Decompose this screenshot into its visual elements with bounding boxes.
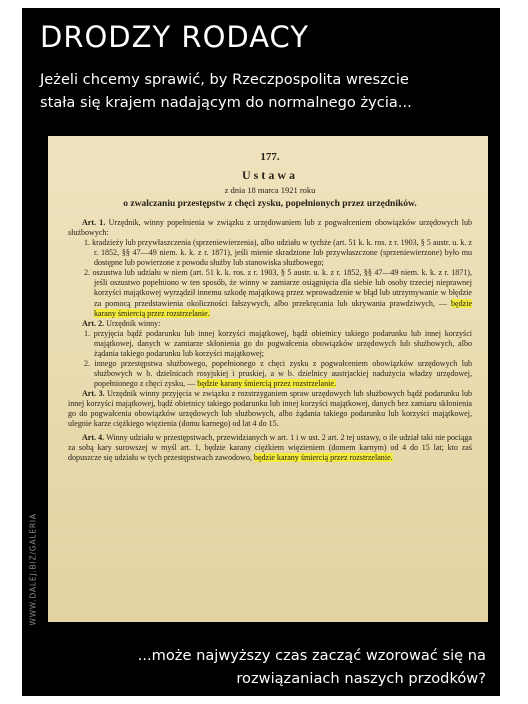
intro-text [40,68,485,114]
article-item [84,268,472,318]
article-item: 1. przyjęcia bądź podarunku lub innej korzyści majątkowej, bądź obietnicy takiego podarunku lub innej korzyści majątkowej, danych w zamiarze skłonienia go do pogwałcenia obowiązków urzędowych lub służbowych, albo żądania takiego podarunku lub korzyści majątkowej; [84,328,472,358]
poster [22,8,500,696]
article-item-text: 2. innego przestępstwa służbowego, popełnionego z chęci zysku z pogwałceniem obowiązków urzędowych lub służbowych w b. dzielnicach rosyjskiej i pruskiej, a w b. dzielnicy austrjackiej nadużycia władzy urzędowej, popełnionego z chęci zysku, — [84,358,472,388]
outro-text [46,644,486,690]
article-text: Urzędnik winny przyjęcia w związku z rozstrzyganiem spraw urzędowych lub służbowych bądź podarunku lub innej korzyści majątkowej, bądź obietnicy takiego podarunku lub innej korzyści majątkowej, danych bez zamiaru skłonienia go do pogwałcenia obowiązków urzędowych lub służbowych, albo żądania takiego podarunku lub korzyści majątkowej, ulegnie karze ciężkiego więzienia (domu karnego) od lat 4 do 15. [68,388,473,429]
highlighted-penalty: będzie karany śmiercią przez rozstrzelanie. [197,378,336,388]
article-3 [68,389,472,429]
document-subject: o zwalczaniu przestępstw z chęci zysku, popełnionych przez urzędników. [123,199,417,210]
intro-line: Jeżeli chcemy sprawić, by Rzeczpospolita wreszcie [40,71,409,88]
article-text: Urzędnik winny: [106,318,161,328]
article-label: Art. 3. [82,388,105,398]
article-label: Art. 1. [82,218,106,228]
headline: DRODZY RODACY [40,20,310,54]
document-number: 177. [260,151,280,163]
intro-line: stała się krajem nadającym do normalnego życia... [40,94,412,111]
article-label: Art. 2. [82,318,105,328]
watermark-text: WWW.DALEJ.BIZ/GALERIA [28,513,38,626]
article-4 [68,433,472,463]
article-item-text: 2. oszustwa lub udziału w niem (art. 51 k. k. ros. z r. 1903, § 5 austr. u. k. z r. 1852, §§ 47—49 niem. k. k. z r. 1871), jeśli oszustwo popełniono w ten sposób, że winny w zamiarze osiągnięcia dla siebie lub osoby trzeciej nieprawnej korzyści majątkowej wyrządził innemu szkodę majątkową przez wprowadzenie w błąd lub utrzymywanie w błędzie za pomocą przedstawienia okoliczności fałszywych, albo przekręcania lub ukrywania prawdziwych, — [84,268,472,308]
article-item [84,359,472,389]
article-2 [68,319,472,329]
article-label: Art. 4. [82,433,105,443]
outro-line: ...może najwyższy czas zacząć wzorować się na [137,647,486,664]
document-title: Ustawa [242,168,298,183]
document-date: z dnia 18 marca 1921 roku [224,185,316,196]
highlighted-penalty: będzie karany śmiercią przez rozstrzelanie. [253,453,393,463]
article-1 [68,218,472,238]
outro-line: rozwiązaniach naszych przodków? [236,670,486,687]
highlighted-penalty: będzie karany śmiercią przez rozstrzelanie. [94,298,473,318]
article-item: 1. kradzieży lub przywłaszczenia (sprzeniewierzenia), albo udziału w tychże (art. 51 k. k. ros. z r. 1903, § 5 austr. u. k. z r. 1852, §§ 47—49 niem. k. k. z r. 1871), jeśli mienie skradzione lub przywłaszczone (sprzeniewierzone) było mu dostępne lub powierzone z powodu służby lub stanowiska służbowego; [84,238,472,268]
article-text: Winny udziału w przestępstwach, przewidzianych w art. 1 i w ust. 2 art. 2 tej ustawy, o ile udział taki nie pociąga za sobą kary surowszej w myśl art. 1, będzie karany ciężkiem więzieniem (domem karnym) od 4 do 15 lat; kto zaś dopuszcze się udziału w tych przestępstwach zawodowo, [68,433,472,463]
article-text: Urzędnik, winny popełnienia w związku z urzędowaniem lub z pogwałceniem obowiązków urzędowych lub służbowych: [68,218,472,238]
watermark [24,478,38,628]
law-document [48,136,488,622]
